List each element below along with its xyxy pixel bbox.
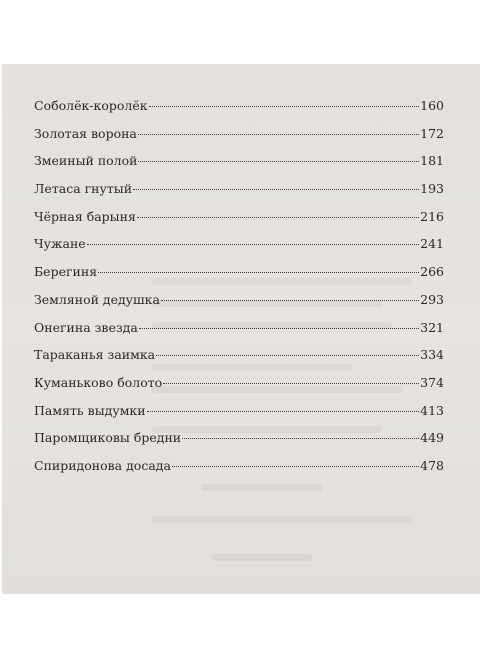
toc-entry[interactable] — [34, 209, 444, 237]
toc-entry-page: 334 — [420, 347, 444, 363]
toc-entry[interactable] — [34, 320, 444, 348]
toc-entry[interactable] — [34, 375, 444, 403]
dot-leader — [133, 189, 419, 190]
toc-entry-page: 160 — [420, 98, 444, 113]
toc-entry-page: 216 — [420, 208, 444, 224]
toc-entry-title: Память выдумки — [34, 402, 146, 418]
toc-entry[interactable] — [34, 292, 444, 320]
table-of-contents — [34, 98, 444, 486]
toc-entry-title: Онегина звезда — [34, 319, 138, 335]
toc-entry-title: Летаса гнутый — [34, 181, 133, 197]
toc-entry-title: Змеиный полой — [34, 153, 138, 169]
toc-entry[interactable] — [34, 236, 444, 264]
toc-entry-title: Золотая ворона — [34, 125, 137, 141]
dot-leader — [139, 328, 419, 329]
toc-entry-page: 181 — [420, 153, 444, 169]
toc-entry-title: Чёрная барыня — [34, 208, 136, 224]
toc-entry-page: 193 — [420, 181, 444, 197]
dot-leader — [87, 244, 419, 245]
dot-leader — [156, 355, 419, 356]
dot-leader — [147, 411, 420, 412]
toc-entry[interactable] — [34, 430, 444, 458]
bleed-through-shadow — [212, 554, 312, 561]
bleed-through-shadow — [152, 516, 412, 523]
toc-entry[interactable] — [34, 181, 444, 209]
toc-entry[interactable] — [34, 458, 444, 486]
toc-entry-page: 266 — [420, 264, 444, 280]
toc-entry-page: 293 — [420, 291, 444, 307]
toc-entry-page: 241 — [420, 236, 444, 252]
toc-entry-page: 449 — [420, 430, 444, 446]
dot-leader — [137, 217, 419, 218]
dot-leader — [138, 134, 419, 135]
toc-entry-page: 321 — [420, 319, 444, 335]
toc-entry-title: Соболёк-королёк — [34, 98, 148, 113]
dot-leader — [149, 106, 420, 107]
toc-entry-title: Куманьково болото — [34, 374, 163, 390]
toc-entry-page: 478 — [420, 457, 444, 473]
toc-entry[interactable] — [34, 347, 444, 375]
dot-leader — [172, 466, 419, 467]
toc-entry-page: 413 — [420, 402, 444, 418]
toc-entry-page: 374 — [420, 374, 444, 390]
toc-entry-title: Берегиня — [34, 264, 98, 280]
toc-entry-title: Паромщиковы бредни — [34, 430, 182, 446]
toc-entry[interactable] — [34, 126, 444, 154]
toc-entry-title: Чужане — [34, 236, 86, 252]
toc-entry[interactable] — [34, 98, 444, 126]
dot-leader — [182, 438, 419, 439]
toc-entry[interactable] — [34, 403, 444, 431]
dot-leader — [98, 272, 419, 273]
toc-entry-title: Тараканья заимка — [34, 347, 156, 363]
dot-leader — [161, 300, 419, 301]
toc-entry[interactable] — [34, 153, 444, 181]
toc-entry-title: Спиридонова досада — [34, 457, 171, 473]
dot-leader — [163, 383, 419, 384]
toc-entry[interactable] — [34, 264, 444, 292]
toc-entry-title: Земляной дедушка — [34, 291, 160, 307]
toc-entry-page: 172 — [420, 125, 444, 141]
dot-leader — [138, 161, 419, 162]
